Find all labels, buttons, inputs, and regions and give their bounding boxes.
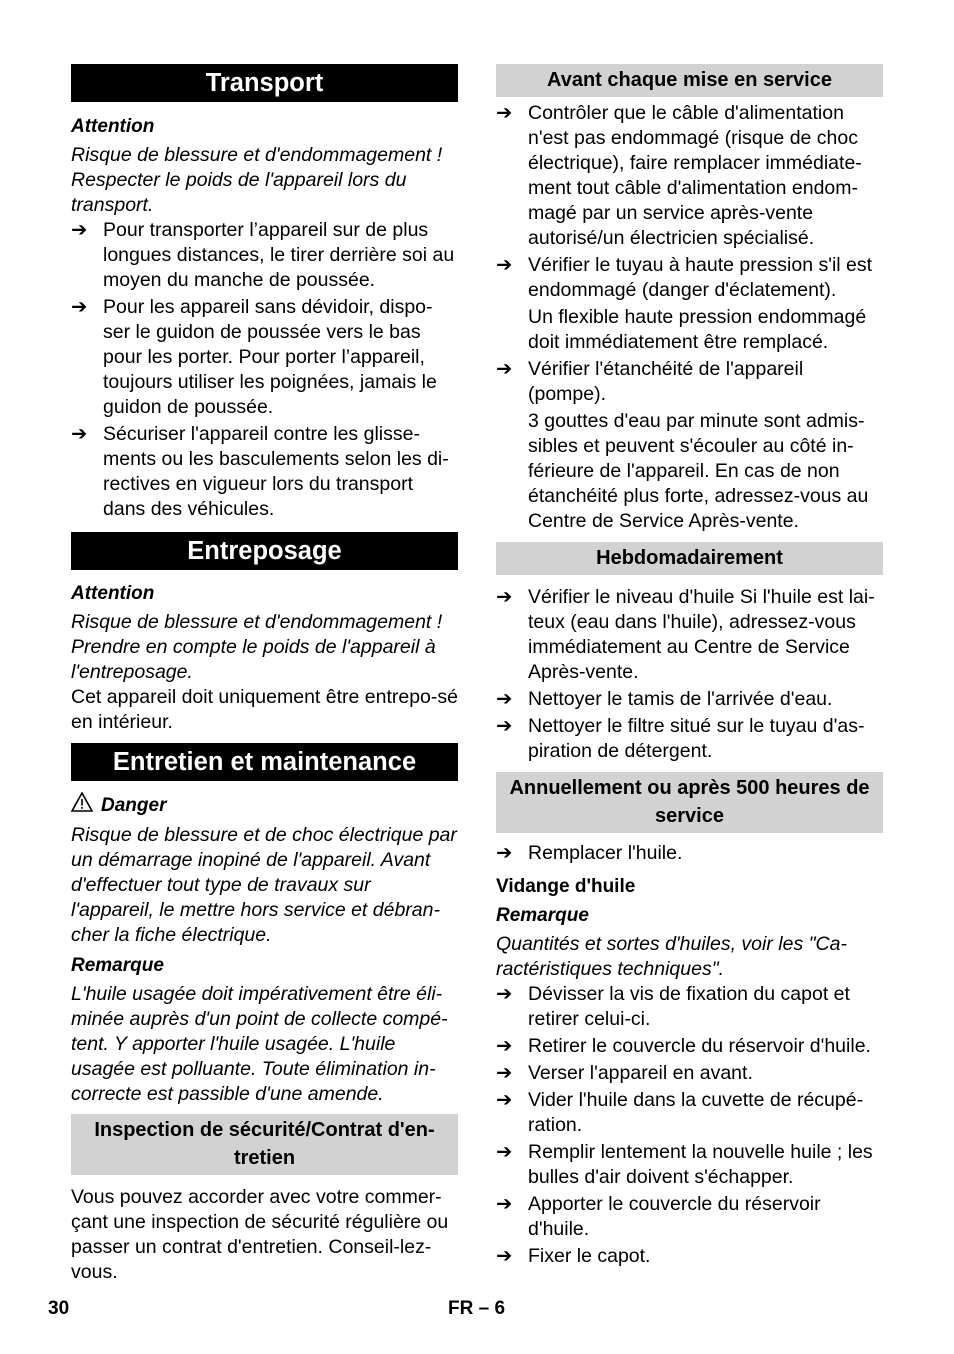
- arrow-right-icon: ➔: [496, 1141, 513, 1163]
- left-column: [71, 64, 458, 1285]
- list-item: ➔ Vérifier le niveau d'huile Si l'huile est lai-teux (eau dans l'huile), adressez-vous immédiatement au Centre de Service Après-vente.: [496, 586, 875, 683]
- note-text: Quantités et sortes d'huiles, voir les "Ca-ractéristiques techniques".: [496, 933, 847, 980]
- list-item-extra: Un flexible haute pression endommagé doit immédiatement être remplacé.: [528, 306, 867, 353]
- list-item: ➔ Dévisser la vis de fixation du capot et retirer celui-ci.: [496, 983, 850, 1030]
- section-title-inspection: Inspection de sécurité/Contrat d'en-tretien: [71, 1114, 458, 1175]
- list-item: ➔ Nettoyer le filtre situé sur le tuyau d'as-piration de détergent.: [496, 715, 865, 762]
- list-item: ➔ Contrôler que le câble d'alimentation n'est pas endommagé (risque de choc électrique), faire remplacer immédiate-ment tout câble d'alimentation endom-magé par un service après-vente autorisé/un électricien spécialisé.: [496, 102, 862, 249]
- inspection-text: Vous pouvez accorder avec votre commer-çant une inspection de sécurité régulière ou passer un contrat d'entretien. Conseil-lez-vous.: [71, 1186, 449, 1283]
- arrow-right-icon: ➔: [496, 1035, 513, 1057]
- danger-heading: [71, 792, 458, 819]
- arrow-right-icon: ➔: [71, 296, 88, 318]
- arrow-right-icon: ➔: [496, 1245, 513, 1267]
- right-column: [496, 64, 883, 1269]
- section-title-yearly: Annuellement ou après 500 heures de service: [496, 772, 883, 833]
- list-item: ➔ Fixer le capot.: [496, 1245, 651, 1267]
- arrow-right-icon: ➔: [496, 715, 513, 737]
- list-item: ➔ Retirer le couvercle du réservoir d'huile.: [496, 1035, 871, 1057]
- arrow-right-icon: ➔: [71, 423, 88, 445]
- arrow-right-icon: ➔: [496, 254, 513, 276]
- arrow-right-icon: ➔: [71, 219, 88, 241]
- section-title-transport: Transport: [71, 64, 458, 102]
- list-item: ➔ Pour transporter l’appareil sur de plus longues distances, le tirer derrière soi au moyen du manche de poussée.: [71, 219, 455, 291]
- arrow-right-icon: ➔: [496, 102, 513, 124]
- list-item: ➔ Vérifier l'étanchéité de l'appareil (pompe).: [496, 358, 804, 405]
- section-title-maintenance: Entretien et maintenance: [71, 743, 458, 781]
- page-reference: FR – 6: [448, 1298, 506, 1319]
- note-text: L'huile usagée doit impérativement être éli-minée auprès d'un point de collecte compé-tent. Y apporter l'huile usagée. L'huile usagée est polluante. Toute élimination in-correcte est passible d'une amende.: [71, 983, 448, 1105]
- arrow-right-icon: ➔: [496, 1089, 513, 1111]
- attention-label: Attention: [71, 116, 155, 137]
- warning-triangle-icon: [71, 792, 101, 819]
- arrow-right-icon: ➔: [496, 1193, 513, 1215]
- list-item: ➔ Sécuriser l'appareil contre les glisse-ments ou les basculements selon les di-rectives en vigueur lors du transport dans des véhicules.: [71, 423, 449, 520]
- list-item: ➔ Remplacer l'huile.: [496, 842, 683, 864]
- danger-label: Danger: [101, 795, 167, 816]
- note-label: Remarque: [71, 955, 164, 976]
- arrow-right-icon: ➔: [496, 586, 513, 608]
- list-item: ➔ Pour les appareil sans dévidoir, dispo-ser le guidon de poussée vers le bas pour les porter. Pour porter l’appareil, toujours utiliser les poignées, jamais le guidon de poussée.: [71, 296, 437, 418]
- storage-text: Cet appareil doit uniquement être entrepo-sé en intérieur.: [71, 686, 458, 733]
- list-item: ➔ Apporter le couvercle du réservoir d'huile.: [496, 1193, 821, 1240]
- list-item: ➔ Vérifier le tuyau à haute pression s'il est endommagé (danger d'éclatement).: [496, 254, 873, 301]
- list-item: ➔ Verser l'appareil en avant.: [496, 1062, 753, 1084]
- section-title-weekly: Hebdomadairement: [496, 542, 883, 575]
- list-item: ➔ Remplir lentement la nouvelle huile ; les bulles d'air doivent s'échapper.: [496, 1141, 873, 1188]
- section-title-storage: Entreposage: [71, 532, 458, 570]
- arrow-right-icon: ➔: [496, 1062, 513, 1084]
- note-label: Remarque: [496, 905, 589, 926]
- arrow-right-icon: ➔: [496, 983, 513, 1005]
- arrow-right-icon: ➔: [496, 358, 513, 380]
- danger-text: Risque de blessure et de choc électrique par un démarrage inopiné de l'appareil. Avant d'effectuer tout type de travaux sur l'appareil, le mettre hors service et débran-cher la fiche électrique.: [71, 824, 457, 946]
- attention-text: Risque de blessure et d'endommagement ! Prendre en compte le poids de l'appareil à l'entreposage.: [71, 611, 443, 683]
- list-item: ➔ Nettoyer le tamis de l'arrivée d'eau.: [496, 688, 833, 710]
- section-title-before-use: Avant chaque mise en service: [496, 64, 883, 97]
- attention-label: Attention: [71, 583, 155, 604]
- page-number: 30: [48, 1298, 70, 1319]
- list-item-extra: 3 gouttes d'eau par minute sont admis-sibles et peuvent s'écouler au côté in-férieure de l'appareil. En cas de non étanchéité plus forte, adressez-vous au Centre de Service Après-vente.: [528, 410, 869, 532]
- arrow-right-icon: ➔: [496, 688, 513, 710]
- list-item: ➔ Vider l'huile dans la cuvette de récupé-ration.: [496, 1089, 864, 1136]
- oil-change-title: Vidange d'huile: [496, 876, 636, 897]
- arrow-right-icon: ➔: [496, 842, 513, 864]
- attention-text: Risque de blessure et d'endommagement ! Respecter le poids de l'appareil lors du transport.: [71, 144, 443, 216]
